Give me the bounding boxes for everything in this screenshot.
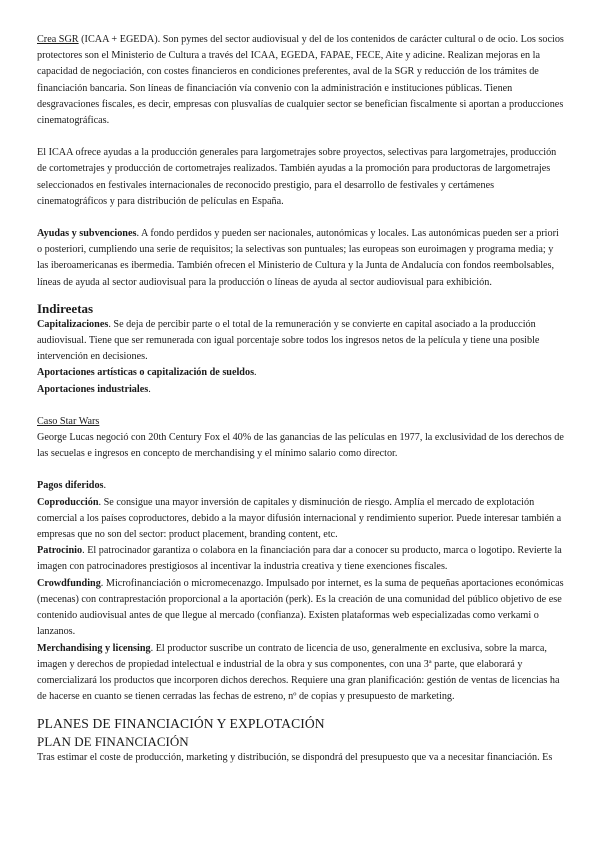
heading-pagos-diferidos: Pagos diferidos.: [37, 480, 107, 492]
capitalizaciones-term: Capitalizaciones: [37, 318, 109, 330]
item-merchandising: Merchandising y licensing. El productor suscribe un contrato de licencia de uso, generalmente en exclusiva, sobre la marca, imagen y derechos de propiedad intelectual e industrial de la obra y sus componentes, con una 3ª parte, que elaborará y comercializará los productos que incorporen dichos derechos. Requiere una gran planificación: gestión de ventas de licencias ha de hacerse en cuanto se tienen cerradas las fechas de estreno, nº de copias y presupuesto de marketing.: [37, 642, 560, 703]
section-title: PLANES DE FINANCIACIÓN Y EXPLOTACIÓN: [37, 716, 325, 732]
item-patrocinio: Patrocinio. El patrocinador garantiza o colabora en la financiación para dar a conocer su producto, marca o logotipo. Revierte la imagen con patrocinadores prestigiosos al incentivar la industria creativa y tiene exenciones fiscales.: [37, 545, 562, 573]
item-aportaciones-artisticas: Aportaciones artísticas o capitalización de sueldos.: [37, 367, 257, 379]
crea-sgr-link[interactable]: Crea SGR: [37, 34, 79, 45]
paragraph-star-wars: George Lucas negoció con 20th Century Fox el 40% de las ganancias de las películas en 1977, la exclusividad de los derechos de las secuelas e ingresos en concepto de merchandising y el mínimo salario como director.: [37, 432, 564, 460]
paragraph-capitalizaciones: Capitalizaciones. Se deja de percibir parte o el total de la remuneración y se convierte en capital asociado a la producción audiovisual. Tiene que ser remunerada con igual porcentaje sobre todos los ingresos netos de la película y tiene una posible intervención en decisiones.: [37, 318, 540, 363]
paragraph-crea-sgr: Crea SGR (ICAA + EGEDA). Son pymes del sector audiovisual y del de los contenidos de carácter cultural o de ocio. Los socios protectores son el Ministerio de Cultura a través del ICAA, EGEDA, FAPAE, FECE, Aite y adicine. Realizan mejoras en la capacidad de negociación, con costes financieros en condiciones preferentes, aval de la SGR y reducción de los trámites de financiación bancaria. Son líneas de financiación vía convenio con la administración e instituciones públicas. Tienen desgravaciones fiscales, es decir, empresas con plusvalías de cualquier sector se benefician fiscalmente si aportan a producciones cinematográficas.: [37, 34, 564, 127]
ayudas-term: Ayudas y subvenciones: [37, 228, 137, 240]
paragraph-ayudas: Ayudas y subvenciones. A fondo perdidos y pueden ser nacionales, autonómicas y locales. Las autonómicas pueden ser a priori o posteriori, cumpliendo una serie de requisitos; la selectivas son puntuales; las europeas son euroimagen y programa media; y las iberoamericanas es ibermedia. También ofrecen el Ministerio de Cultura y la Junta de Andalucía con fondos reembolsables, líneas de ayuda al sector audiovisual para la producción o líneas de ayuda al sector audiovisual para exhibición.: [37, 228, 559, 288]
item-aportaciones-industriales: Aportaciones industriales.: [37, 383, 151, 395]
item-crowdfunding: Crowdfunding. Microfinanciación o micromecenazgo. Impulsado por internet, es la suma de pequeñas aportaciones económicas (mecenas) con contraprestación proporcional a la aportación (perk). Es la creación de una comunidad del público objetivo de ese contenido audiovisual antes de que llegue al mercado (confianza). Existen plataformas web especializadas como verkami o lanzanos.: [37, 577, 564, 638]
heading-indirectas: Indireetas: [37, 300, 94, 316]
paragraph-plan-financiacion: Tras estimar el coste de producción, marketing y distribución, se dispondrá del presupuesto que va a necesitar financiación. Es: [37, 752, 553, 764]
star-wars-link[interactable]: Caso Star Wars: [37, 415, 100, 427]
paragraph-icaa: El ICAA ofrece ayudas a la producción generales para largometrajes sobre proyectos, selectivas para largometrajes, producción de cortometrajes y producción de cortometrajes realizados. También ayudas a la promoción para productoras de largometrajes seleccionados en festivales internacionales de reconocido prestigio, para el desarrollo de festivales y certámenes cinematográficos y para distribución de películas en España.: [37, 147, 557, 207]
subsection-title: PLAN DE FINANCIACIÓN: [37, 734, 189, 750]
item-coproduccion: Coproducción. Se consigue una mayor inversión de capitales y disminución de riesgo. Amplía el mercado de explotación comercial a los países coproductores, debido a la mayor difusión internacional y rendimiento superior. Puede interesar también a empresas que no son del sector: product placement, branding content, etc.: [37, 496, 562, 541]
